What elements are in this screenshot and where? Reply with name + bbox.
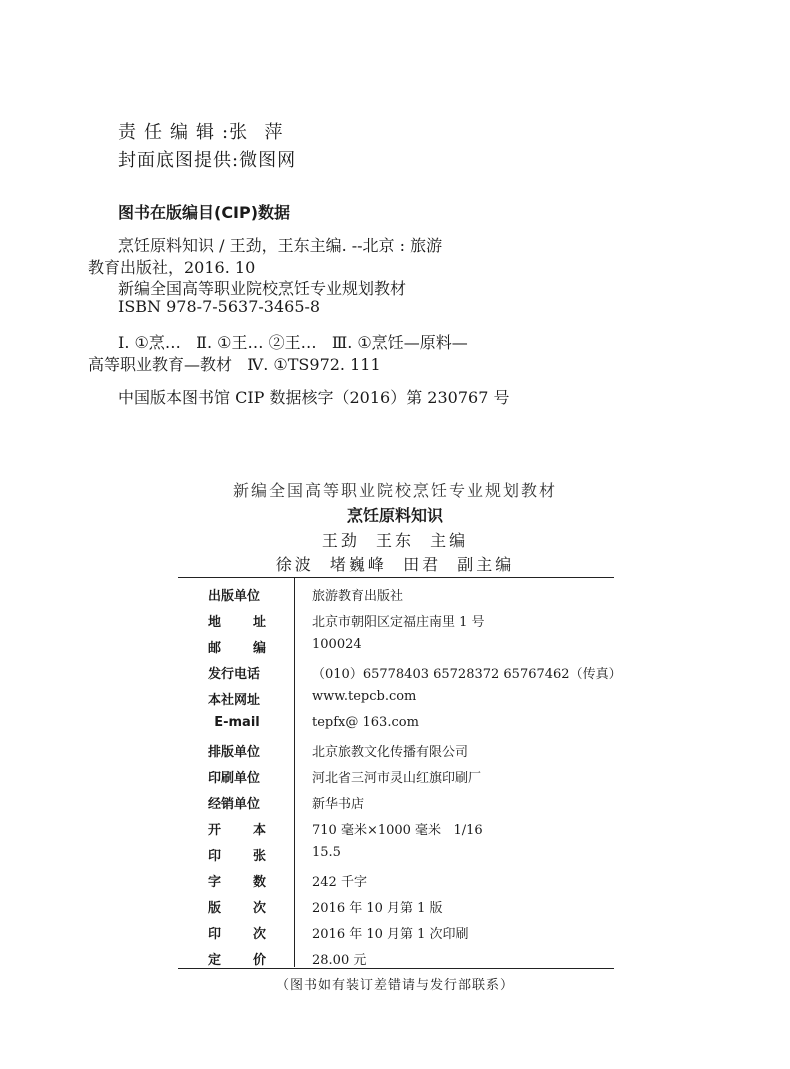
value-word-count: 242 千字 <box>312 875 367 890</box>
cip-classification-2: 高等职业教育—教材 Ⅳ. ①TS972. 111 <box>88 355 381 374</box>
chief-editors: 王劲 王东 主编 <box>321 531 469 550</box>
label-typesetting: 排版单位 <box>208 745 261 760</box>
cip-line-1: 烹饪原料知识 / 王劲，王东主编. --北京 : 旅游 <box>118 236 443 255</box>
credit-editor-value: 张 萍 <box>229 122 285 143</box>
label-email: E-mail <box>214 715 260 730</box>
cip-classification-1: Ⅰ. ①烹… Ⅱ. ①王… ②王… Ⅲ. ①烹饪—原料— <box>118 333 468 352</box>
label-format: 开 本 <box>208 823 266 838</box>
value-typesetting: 北京旅教文化传播有限公司 <box>312 745 469 760</box>
cip-line-2: 教育出版社，2016. 10 <box>88 258 256 277</box>
label-price: 定 价 <box>208 953 266 968</box>
table-vertical-rule <box>294 577 295 967</box>
value-postcode: 100024 <box>312 637 362 652</box>
cip-title: 图书在版编目(CIP)数据 <box>118 203 291 222</box>
label-printer: 印刷单位 <box>208 771 261 786</box>
value-address: 北京市朝阳区定福庄南里 1 号 <box>312 615 485 630</box>
label-word-count: 字 数 <box>208 875 266 890</box>
value-format: 710 毫米×1000 毫米 1/16 <box>312 823 483 838</box>
cip-record-number: 中国版本图书馆 CIP 数据核字（2016）第 230767 号 <box>118 388 510 407</box>
value-printer: 河北省三河市灵山红旗印刷厂 <box>312 771 482 786</box>
cip-isbn: ISBN 978-7-5637-3465-8 <box>118 297 321 316</box>
cip-line-3: 新编全国高等职业院校烹饪专业规划教材 <box>118 279 407 298</box>
label-publisher: 出版单位 <box>208 589 261 604</box>
table-top-rule <box>178 577 614 578</box>
credit-editor-sep: : <box>222 122 230 143</box>
label-postcode: 邮 编 <box>208 641 266 656</box>
label-sheets: 印 张 <box>208 849 266 864</box>
value-publisher: 旅游教育出版社 <box>312 589 404 604</box>
value-price: 28.00 元 <box>312 953 367 968</box>
credit-cover-label: 封面底图提供 <box>118 150 232 171</box>
deputy-editors: 徐波 堵巍峰 田君 副主编 <box>275 555 515 574</box>
credit-cover-image <box>118 146 296 172</box>
value-printing: 2016 年 10 月第 1 次印刷 <box>312 927 469 942</box>
credit-editor-label: 责任编辑 <box>118 122 222 143</box>
table-bottom-rule <box>178 968 614 969</box>
label-address: 地 址 <box>208 615 266 630</box>
value-website: www.tepcb.com <box>312 689 417 704</box>
label-printing: 印 次 <box>208 927 266 942</box>
label-distributor: 经销单位 <box>208 797 261 812</box>
series-title: 新编全国高等职业院校烹饪专业规划教材 <box>232 481 557 500</box>
value-distributor: 新华书店 <box>312 797 365 812</box>
value-email: tepfx@ 163.com <box>312 715 419 730</box>
book-title: 烹饪原料知识 <box>346 506 443 525</box>
value-sheets: 15.5 <box>312 845 341 860</box>
credit-editor <box>118 118 285 144</box>
binding-note: （图书如有装订差错请与发行部联系） <box>275 978 514 993</box>
label-phone: 发行电话 <box>208 667 261 682</box>
value-phone: （010）65778403 65728372 65767462（传真） <box>312 667 622 682</box>
label-website: 本社网址 <box>208 693 261 708</box>
value-edition: 2016 年 10 月第 1 版 <box>312 901 443 916</box>
label-edition: 版 次 <box>208 901 266 916</box>
credit-cover-value: 微图网 <box>239 150 297 171</box>
credit-cover-sep: : <box>232 150 240 171</box>
